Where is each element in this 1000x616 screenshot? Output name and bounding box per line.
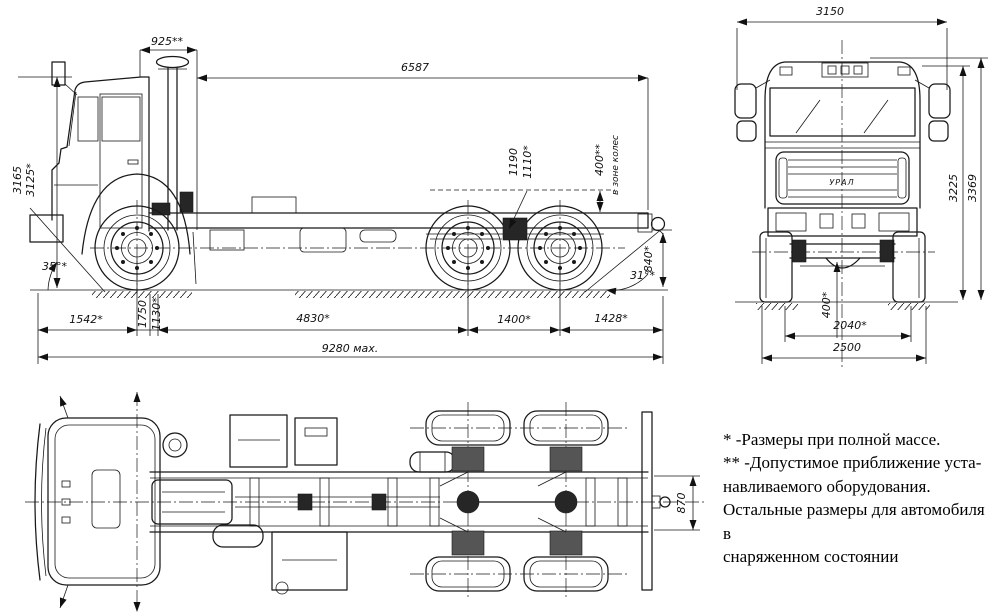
- note-line-1: * -Размеры при полной массе.: [723, 430, 941, 449]
- dim-overall-width: 2500: [833, 341, 861, 354]
- side-view: [11, 35, 672, 364]
- ground-hatch: [92, 291, 192, 298]
- dim-approach-angle: 35°*: [42, 260, 67, 273]
- dim-height-3165: 3165: [11, 166, 24, 194]
- dim-frame-length: 6587: [401, 61, 429, 74]
- dim-rear-frame-height: 840*: [642, 245, 655, 273]
- dim-front-overhang: 1542*: [69, 313, 103, 326]
- front-bumper-side: [30, 215, 63, 242]
- dim-wheelbase: 4830*: [296, 312, 330, 325]
- windshield: [770, 88, 915, 136]
- approach-angle-line: [30, 208, 105, 292]
- dim-height-max: 3369: [966, 174, 979, 202]
- rear-bogie-top: [410, 402, 630, 600]
- dim-rear-overhang: 1428*: [594, 312, 628, 325]
- dim-departure-angle: 31°*: [630, 269, 655, 282]
- ground-hatch: [295, 291, 610, 298]
- dim-aux-1750: 1750: [136, 300, 149, 328]
- dim-height-roof: 3225: [947, 174, 960, 202]
- rear-tow-hook: [638, 214, 665, 240]
- roof-hatch: [92, 470, 120, 528]
- front-fender-arch: [82, 174, 190, 254]
- air-tank-top: [410, 452, 455, 472]
- dim-bogie-base: 1400*: [497, 313, 531, 326]
- notes-block: [723, 428, 991, 569]
- rear-crossbar-top: [642, 412, 670, 590]
- bumper-front: [768, 208, 917, 236]
- dim-width-mirrors: 3150: [816, 5, 844, 18]
- cab-front: [735, 62, 950, 236]
- front-axle: [752, 240, 935, 268]
- dim-frame-h-1110: 1110*: [521, 145, 534, 179]
- dim-equip-gap: 925**: [151, 35, 183, 48]
- dim-aux-1130: 1130*: [150, 297, 163, 331]
- front-wheel-right: [893, 232, 925, 302]
- front-wheel-left: [760, 232, 792, 302]
- mirror-arm-top: [60, 396, 68, 418]
- roof-marker-lamps: [822, 63, 868, 77]
- dim-ground-clearance: 400*: [820, 291, 833, 319]
- dim-frame-h-1190: 1190: [507, 148, 520, 176]
- grille-logo-text: УРАЛ: [829, 178, 855, 187]
- mirror-side: [52, 62, 65, 85]
- dim-overall-length: 9280 мах.: [321, 342, 379, 355]
- dim-rear-frame-width: 870: [675, 492, 688, 514]
- equipment-boxes-top: [213, 415, 455, 594]
- note-line-4: Остальные размеры для автомобиля в: [723, 500, 985, 543]
- mirror-arm-bottom: [60, 585, 68, 608]
- dim-track: 2040*: [833, 319, 867, 332]
- dim-wheel-zone-400: 400**: [593, 144, 606, 176]
- wheel-zone-note: в зоне колес: [611, 135, 621, 195]
- note-line-2: ** -Допустимое приближение уста-: [723, 453, 982, 473]
- top-view: [25, 392, 705, 612]
- dim-height-3125: 3125*: [24, 163, 37, 197]
- note-line-3: навливаемого оборудования.: [723, 476, 931, 496]
- front-view: [735, 5, 988, 368]
- note-line-5: снаряженном состоянии: [723, 547, 899, 567]
- grille: [776, 152, 909, 204]
